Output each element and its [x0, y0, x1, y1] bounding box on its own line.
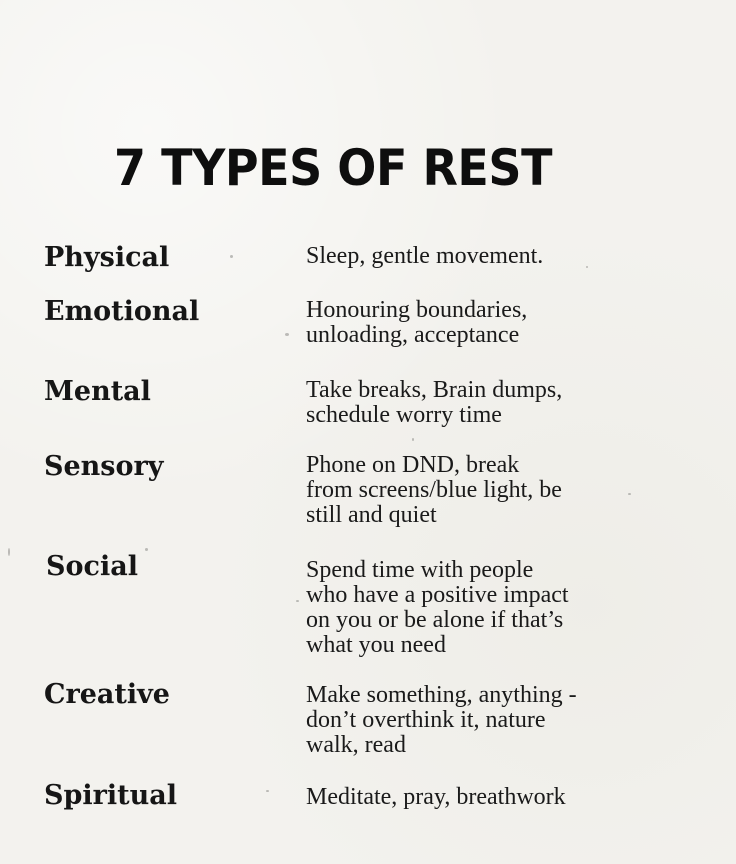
rest-type-description: Take breaks, Brain dumps, schedule worry time: [306, 377, 563, 428]
rest-type-description: Spend time with people who have a positive impact on you or be alone if that’s what you need: [306, 557, 569, 658]
rest-type-label: Mental: [44, 376, 151, 407]
rest-type-label: Emotional: [44, 296, 200, 327]
paper-speck: [266, 790, 269, 792]
page-title: 7 TYPES OF REST: [113, 139, 552, 197]
paper-speck: [8, 548, 10, 556]
rest-type-description: Make something, anything - don’t overthink it, nature walk, read: [306, 682, 577, 758]
paper-speck: [296, 600, 299, 602]
paper-speck: [145, 548, 148, 551]
paper-speck: [285, 333, 289, 336]
rest-type-description: Phone on DND, break from screens/blue light, be still and quiet: [306, 452, 562, 528]
rest-type-label: Creative: [44, 679, 170, 710]
paper-speck: [412, 438, 414, 441]
rest-type-description: Meditate, pray, breathwork: [306, 784, 566, 810]
rest-type-label: Sensory: [44, 451, 164, 482]
rest-type-description: Honouring boundaries, unloading, acceptance: [306, 297, 528, 348]
rest-type-description: Sleep, gentle movement.: [306, 243, 544, 269]
rest-type-label: Social: [46, 551, 138, 582]
paper-speck: [628, 493, 631, 495]
rest-type-label: Physical: [44, 242, 170, 273]
rest-type-label: Spiritual: [44, 780, 177, 811]
paper-speck: [586, 266, 588, 268]
paper-speck: [230, 255, 233, 258]
